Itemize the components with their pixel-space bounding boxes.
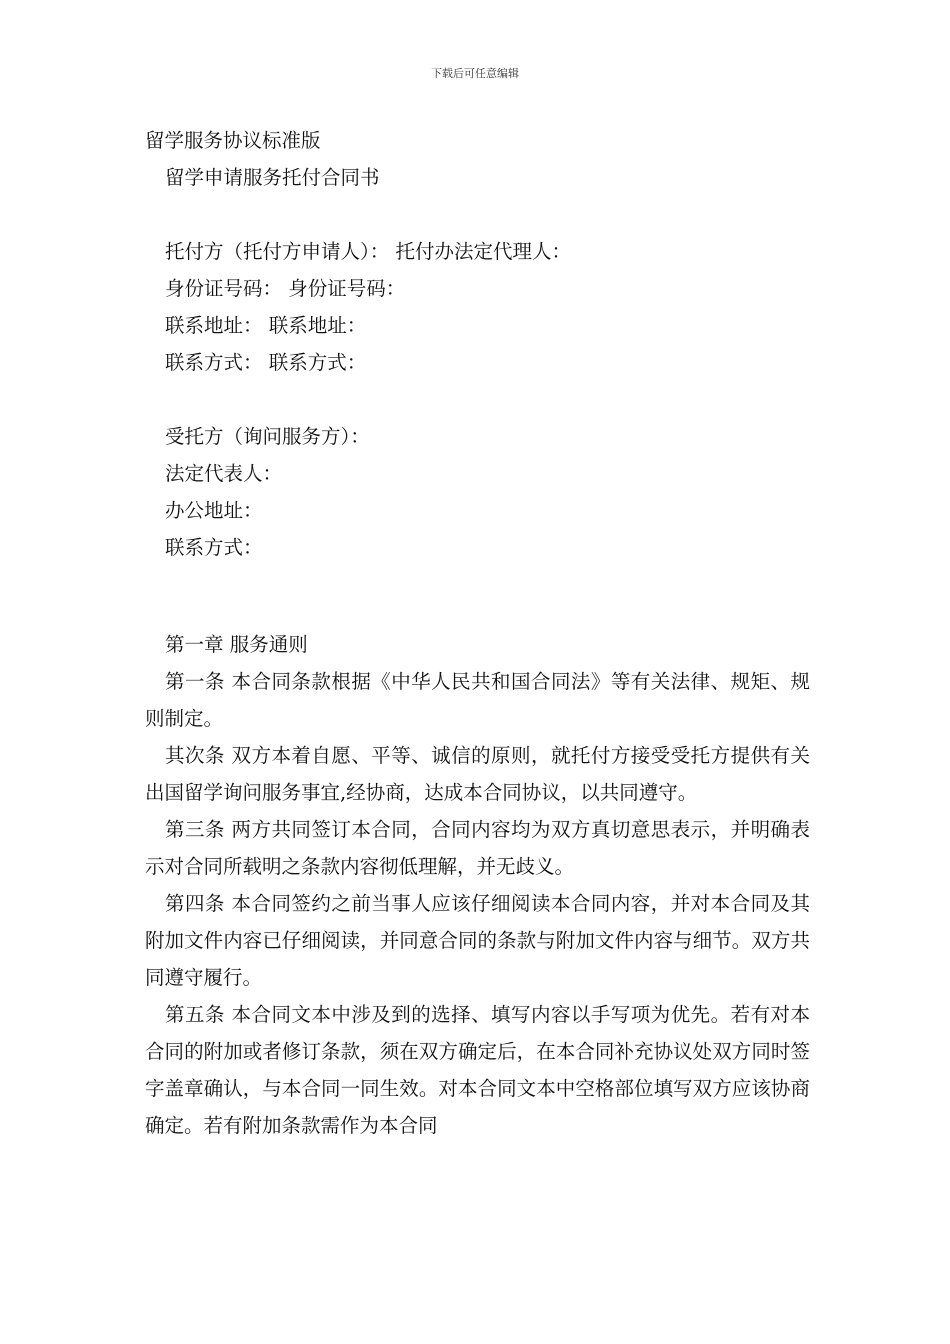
- spacer: [145, 381, 810, 418]
- spacer: [145, 196, 810, 233]
- agent-info-section: [145, 418, 810, 566]
- client-party-line: 托付方（托付方申请人）： 托付办法定代理人：: [165, 240, 571, 263]
- article-5: 第五条 本合同文本中涉及到的选择、填写内容以手写项为优先。若有对本合同的附加或者修订条款，须在双方确定后，在本合同补充协议处双方同时签字盖章确认，与本合同一同生效。对本合同文本中空格部位填写双方应该协商确定。若有附加条款需作为本合同: [145, 1003, 810, 1137]
- chapter-one-section: [145, 626, 810, 1144]
- agent-legal-rep-line: 法定代表人：: [165, 462, 283, 485]
- document-body: [145, 122, 810, 1144]
- document-title: 留学服务协议标准版: [145, 129, 321, 152]
- spacer: [145, 566, 810, 626]
- agent-office-address-line: 办公地址：: [165, 499, 263, 522]
- agent-party-line: 受托方（询问服务方）：: [165, 425, 370, 448]
- client-id-line: 身份证号码： 身份证号码：: [165, 277, 406, 300]
- article-1: 第一条 本合同条款根据《中华人民共和国合同法》等有关法律、规矩、规则制定。: [145, 670, 810, 730]
- client-info-section: [145, 233, 810, 381]
- chapter-title: 第一章 服务通则: [165, 633, 308, 656]
- article-3: 第三条 两方共同签订本合同，合同内容均为双方真切意思表示，并明确表示对合同所载明之条款内容彻低理解，并无歧义。: [145, 818, 810, 878]
- article-4: 第四条 本合同签约之前当事人应该仔细阅读本合同内容，并对本合同及其附加文件内容已仔细阅读，并同意合同的条款与附加文件内容与细节。双方共同遵守履行。: [145, 892, 810, 989]
- article-2: 其次条 双方本着自愿、平等、诚信的原则，就托付方接受受托方提供有关出国留学询问服务事宜,经协商，达成本合同协议，以共同遵守。: [145, 744, 810, 804]
- client-address-line: 联系地址： 联系地址：: [165, 314, 367, 337]
- contract-subtitle: 留学申请服务托付合同书: [165, 166, 380, 189]
- agent-contact-line: 联系方式：: [165, 536, 263, 559]
- page-header-note: 下载后可任意编辑: [431, 67, 519, 80]
- client-contact-line: 联系方式： 联系方式：: [165, 351, 367, 374]
